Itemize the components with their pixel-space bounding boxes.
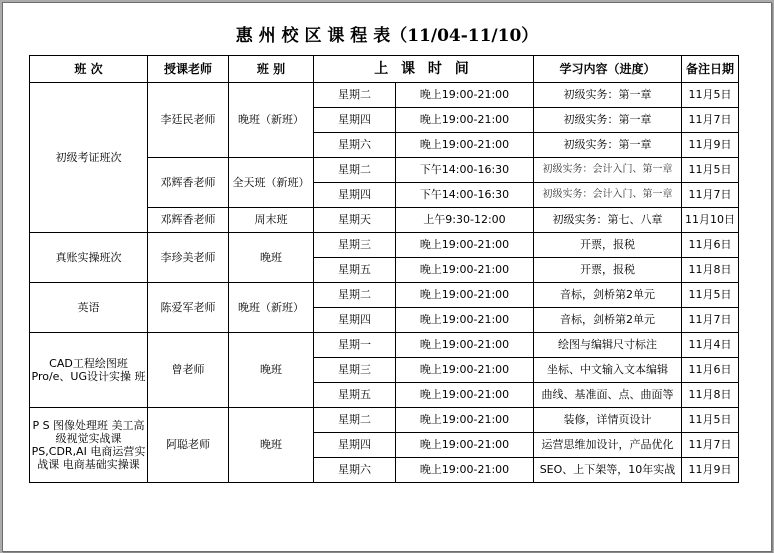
date-cell: 11月9日 xyxy=(682,458,739,483)
date-cell: 11月7日 xyxy=(682,183,739,208)
content-cell: 运营思维加设计，产品优化 xyxy=(534,433,682,458)
content-cell: 初级实务：会计入门、第一章 xyxy=(534,158,682,183)
class-name-cell: 英语 xyxy=(30,283,148,333)
table-row xyxy=(30,333,739,358)
time-cell: 晚上19:00-21:00 xyxy=(396,83,534,108)
header-class-type: 班 别 xyxy=(229,56,314,83)
content-cell: 初级实务：第一章 xyxy=(534,83,682,108)
schedule-table xyxy=(29,55,739,483)
table-row xyxy=(30,233,739,258)
weekday-cell: 星期五 xyxy=(314,383,396,408)
content-cell: 绘图与编辑尺寸标注 xyxy=(534,333,682,358)
teacher-cell: 陈爱军老师 xyxy=(148,283,229,333)
content-cell: 开票，报税 xyxy=(534,233,682,258)
date-cell: 11月9日 xyxy=(682,133,739,158)
header-date: 备注日期 xyxy=(682,56,739,83)
class-type-cell: 周末班 xyxy=(229,208,314,233)
header-time: 上 课 时 间 xyxy=(314,56,534,83)
class-type-cell: 晚班 xyxy=(229,333,314,408)
content-cell: 开票，报税 xyxy=(534,258,682,283)
time-cell: 下午14:00-16:30 xyxy=(396,158,534,183)
date-cell: 11月7日 xyxy=(682,108,739,133)
date-cell: 11月6日 xyxy=(682,358,739,383)
time-cell: 晚上19:00-21:00 xyxy=(396,358,534,383)
teacher-cell: 邓辉香老师 xyxy=(148,208,229,233)
table-row xyxy=(30,283,739,308)
time-cell: 晚上19:00-21:00 xyxy=(396,308,534,333)
weekday-cell: 星期四 xyxy=(314,108,396,133)
header-row xyxy=(30,56,739,83)
date-cell: 11月6日 xyxy=(682,233,739,258)
weekday-cell: 星期二 xyxy=(314,283,396,308)
date-cell: 11月8日 xyxy=(682,383,739,408)
time-cell: 晚上19:00-21:00 xyxy=(396,408,534,433)
class-name-cell: 真账实操班次 xyxy=(30,233,148,283)
content-cell: 初级实务：第一章 xyxy=(534,133,682,158)
date-cell: 11月5日 xyxy=(682,158,739,183)
time-cell: 晚上19:00-21:00 xyxy=(396,383,534,408)
class-type-cell: 晚班 xyxy=(229,233,314,283)
date-cell: 11月4日 xyxy=(682,333,739,358)
content-cell: 初级实务：第七、八章 xyxy=(534,208,682,233)
time-cell: 下午14:00-16:30 xyxy=(396,183,534,208)
table-row xyxy=(30,408,739,433)
weekday-cell: 星期三 xyxy=(314,233,396,258)
class-name-cell: CAD工程绘图班 Pro/e、UG设计实操 班 xyxy=(30,333,148,408)
date-cell: 11月5日 xyxy=(682,408,739,433)
weekday-cell: 星期天 xyxy=(314,208,396,233)
weekday-cell: 星期六 xyxy=(314,133,396,158)
date-cell: 11月7日 xyxy=(682,433,739,458)
header-content: 学习内容（进度） xyxy=(534,56,682,83)
class-type-cell: 晚班 xyxy=(229,408,314,483)
teacher-cell: 李廷民老师 xyxy=(148,83,229,158)
teacher-cell: 李珍美老师 xyxy=(148,233,229,283)
weekday-cell: 星期四 xyxy=(314,183,396,208)
weekday-cell: 星期五 xyxy=(314,258,396,283)
content-cell: 装修，详情页设计 xyxy=(534,408,682,433)
class-type-cell: 全天班（新班） xyxy=(229,158,314,208)
weekday-cell: 星期三 xyxy=(314,358,396,383)
date-cell: 11月10日 xyxy=(682,208,739,233)
schedule-title: 惠 州 校 区 课 程 表（11/04-11/10） xyxy=(235,26,539,46)
weekday-cell: 星期四 xyxy=(314,308,396,333)
time-cell: 上午9:30-12:00 xyxy=(396,208,534,233)
content-cell: 音标，剑桥第2单元 xyxy=(534,308,682,333)
time-cell: 晚上19:00-21:00 xyxy=(396,133,534,158)
weekday-cell: 星期二 xyxy=(314,83,396,108)
content-cell: 音标，剑桥第2单元 xyxy=(534,283,682,308)
weekday-cell: 星期四 xyxy=(314,433,396,458)
time-cell: 晚上19:00-21:00 xyxy=(396,458,534,483)
date-cell: 11月7日 xyxy=(682,308,739,333)
class-name-cell: 初级考证班次 xyxy=(30,83,148,233)
content-cell: 曲线、基准面、点、曲面等 xyxy=(534,383,682,408)
content-cell: SEO、上下架等，10年实战 xyxy=(534,458,682,483)
time-cell: 晚上19:00-21:00 xyxy=(396,108,534,133)
content-cell: 初级实务：会计入门、第一章 xyxy=(534,183,682,208)
date-cell: 11月5日 xyxy=(682,283,739,308)
time-cell: 晚上19:00-21:00 xyxy=(396,258,534,283)
header-teacher: 授课老师 xyxy=(148,56,229,83)
header-class: 班 次 xyxy=(30,56,148,83)
date-cell: 11月5日 xyxy=(682,83,739,108)
time-cell: 晚上19:00-21:00 xyxy=(396,333,534,358)
content-cell: 坐标、中文输入文本编辑 xyxy=(534,358,682,383)
weekday-cell: 星期二 xyxy=(314,408,396,433)
weekday-cell: 星期六 xyxy=(314,458,396,483)
class-type-cell: 晚班（新班） xyxy=(229,83,314,158)
time-cell: 晚上19:00-21:00 xyxy=(396,283,534,308)
class-name-cell: P S 图像处理班 美工高级视觉实战课 PS,CDR,AI 电商运营实战课 电商基础实操课 xyxy=(30,408,148,483)
spreadsheet-page xyxy=(2,2,772,552)
weekday-cell: 星期一 xyxy=(314,333,396,358)
teacher-cell: 邓辉香老师 xyxy=(148,158,229,208)
time-cell: 晚上19:00-21:00 xyxy=(396,233,534,258)
date-cell: 11月8日 xyxy=(682,258,739,283)
teacher-cell: 曾老师 xyxy=(148,333,229,408)
weekday-cell: 星期二 xyxy=(314,158,396,183)
content-cell: 初级实务：第一章 xyxy=(534,108,682,133)
time-cell: 晚上19:00-21:00 xyxy=(396,433,534,458)
table-row xyxy=(30,83,739,108)
class-type-cell: 晚班（新班） xyxy=(229,283,314,333)
teacher-cell: 阿聪老师 xyxy=(148,408,229,483)
